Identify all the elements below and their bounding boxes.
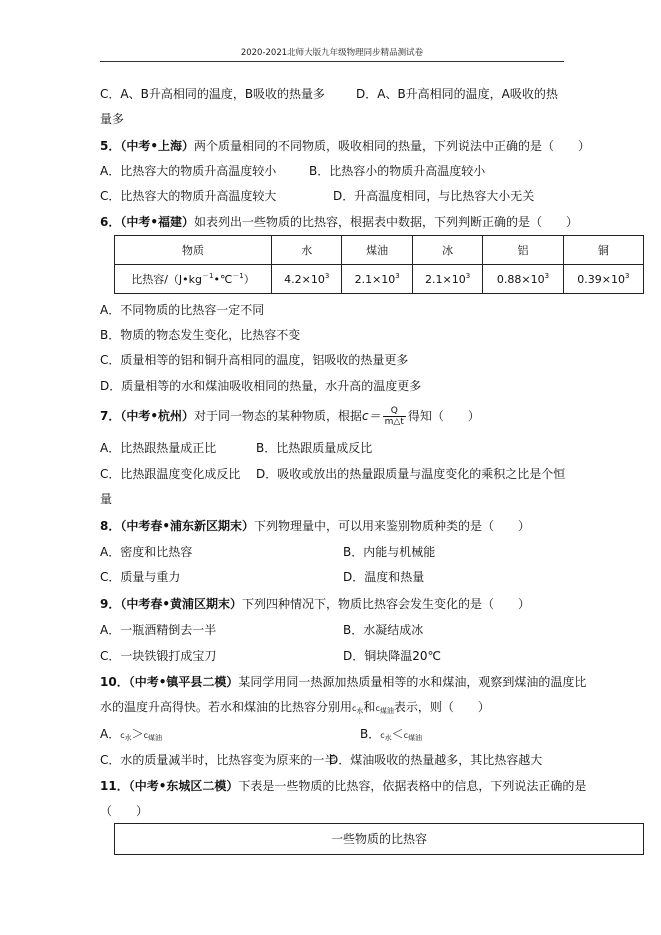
q6-option-b: B．物质的物态发生变化，比热容不变 xyxy=(100,328,301,342)
q8-option-b: B．内能与机械能 xyxy=(343,545,436,559)
q4-option-d: D．A、B升高相同的温度，A吸收的热 xyxy=(356,87,558,101)
c-water-symbol: $c_水$ xyxy=(352,704,364,715)
q7-option-c: C．比热跟温度变化成反比 xyxy=(100,467,241,481)
q9-option-b: B．水凝结成冰 xyxy=(343,623,424,637)
q7-option-d-cont: 量 xyxy=(100,492,113,506)
q6-option-c: C．质量相等的铝和铜升高相同的温度，铝吸收的热量更多 xyxy=(100,353,409,367)
q11-table-caption: 一些物质的比热容 xyxy=(114,823,644,855)
q10-source-tag: （中考•镇平县二模） xyxy=(128,675,239,689)
q7-option-d: D．吸收或放出的热量跟质量与温度变化的乘积之比是个恒 xyxy=(256,467,566,481)
table-row xyxy=(115,265,644,294)
q5-option-d: D．升高温度相同，与比热容大小无关 xyxy=(333,189,535,203)
c-kerosene-symbol: $c_{煤油}$ xyxy=(375,704,394,715)
table-cell-water: $4.2\times 10^3$ xyxy=(272,265,342,294)
table-cell-kerosene: $2.1\times 10^3$ xyxy=(342,265,412,294)
table-row-label: 比热容$/(J•kg^{-1}•℃^{-1})$ xyxy=(115,265,272,294)
q11-answer-paren: （ ） xyxy=(100,804,149,818)
q9-option-c: C．一块铁锻打成宝刀 xyxy=(100,649,217,663)
q8-text: 下列物理量中，可以用来鉴别物质种类的是（ ） xyxy=(254,519,531,533)
q10-option-d: D．煤油吸收的热量越多，其比热容越大 xyxy=(329,753,543,767)
q5-source-tag: （中考•上海） xyxy=(120,139,195,153)
table-header-cell: 铜 xyxy=(563,236,643,265)
q7-source-tag: （中考•杭州） xyxy=(120,409,195,423)
q5-text: 两个质量相同的不同物质，吸收相同的热量，下列说法中正确的是（ ） xyxy=(194,139,591,153)
table-cell-copper: $0.39\times 10^3$ xyxy=(563,265,643,294)
table-header-row xyxy=(115,236,644,265)
q4-option-c: C．A、B升高相同的温度，B吸收的热量多 xyxy=(100,87,326,101)
table-header-cell: 水 xyxy=(272,236,342,265)
q11-number: 11． xyxy=(100,779,129,793)
q5-option-a: A．比热容大的物质升高温度较小 xyxy=(100,164,277,178)
q10-stem xyxy=(100,674,586,690)
q9-text: 下列四种情况下，物质比热容会发生变化的是（ ） xyxy=(242,597,531,611)
q6-option-d: D．质量相等的水和煤油吸收相同的热量，水升高的温度更多 xyxy=(100,379,422,393)
table-header-cell: 物质 xyxy=(115,236,272,265)
q9-option-d: D．铜块降温20℃ xyxy=(343,649,441,663)
table-cell-ice: $2.1\times 10^3$ xyxy=(412,265,482,294)
q7-text: 对于同一物态的某种物质，根据 xyxy=(194,409,363,423)
q11-source-tag: （中考•东城区二模） xyxy=(128,779,239,793)
specific-heat-table xyxy=(114,235,644,294)
q4-option-d-cont: 量多 xyxy=(100,112,125,126)
q8-option-c: C．质量与重力 xyxy=(100,570,181,584)
q5-option-b: B．比热容小的物质升高温度较小 xyxy=(309,164,486,178)
table-header-cell: 冰 xyxy=(412,236,482,265)
q6-text: 如表列出一些物质的比热容，根据表中数据，下列判断正确的是（ ） xyxy=(194,215,579,229)
q9-source-tag: （中考春•黄浦区期末） xyxy=(120,597,243,611)
q11-text: 下表是一些物质的比热容，依据表格中的信息，下列说法正确的是 xyxy=(238,779,587,793)
q6-number: 6． xyxy=(100,215,121,229)
q8-option-a: A．密度和比热容 xyxy=(100,545,193,559)
q7-option-b: B．比热跟质量成反比 xyxy=(256,441,373,455)
q9-option-a: A．一瓶酒精倒去一半 xyxy=(100,623,217,637)
q7-option-a: A．比热跟热量成正比 xyxy=(100,441,217,455)
q8-option-d: D．温度和热量 xyxy=(343,570,425,584)
q8-number: 8． xyxy=(100,519,121,533)
q5-option-c: C．比热容大的物质升高温度较大 xyxy=(100,189,277,203)
q10-option-a: A．$c_水>c_{煤油}$ xyxy=(100,727,163,742)
q8-stem xyxy=(100,518,530,534)
q7-stem xyxy=(100,406,480,427)
q6-stem xyxy=(100,214,578,230)
table-cell-aluminum: $0.88\times 10^3$ xyxy=(483,265,563,294)
q5-stem xyxy=(100,138,590,154)
q9-number: 9． xyxy=(100,597,121,611)
q7-formula-fraction: $\frac{Q}{m\triangle t}$ xyxy=(384,406,404,427)
table-header-cell: 煤油 xyxy=(342,236,412,265)
q10-option-b: B．$c_水<c_{煤油}$ xyxy=(360,727,423,742)
q7-text-end: 得知（ ） xyxy=(407,409,480,423)
q6-source-tag: （中考•福建） xyxy=(120,215,195,229)
q10-text: 某同学用同一热源加热质量相等的水和煤油，观察到煤油的温度比 xyxy=(238,675,587,689)
q9-stem xyxy=(100,596,530,612)
q8-source-tag: （中考春•浦东新区期末） xyxy=(120,519,255,533)
q11-stem xyxy=(100,778,586,794)
q6-option-a: A．不同物质的比热容一定不同 xyxy=(100,303,265,317)
q10-option-c: C．水的质量减半时，比热容变为原来的一半 xyxy=(100,753,337,767)
q10-stem-cont: 水的温度升高得快。若水和煤油的比热容分别用$c_水$和$c_{煤油}$表示，则（ ） xyxy=(100,700,490,715)
q5-number: 5． xyxy=(100,139,121,153)
q7-number: 7． xyxy=(100,409,121,423)
page-header: 2020-2021北师大版九年级物理同步精品测试卷 xyxy=(100,46,564,62)
table-header-cell: 铝 xyxy=(483,236,563,265)
q10-number: 10． xyxy=(100,675,129,689)
q7-formula-c: c＝ xyxy=(362,409,381,423)
